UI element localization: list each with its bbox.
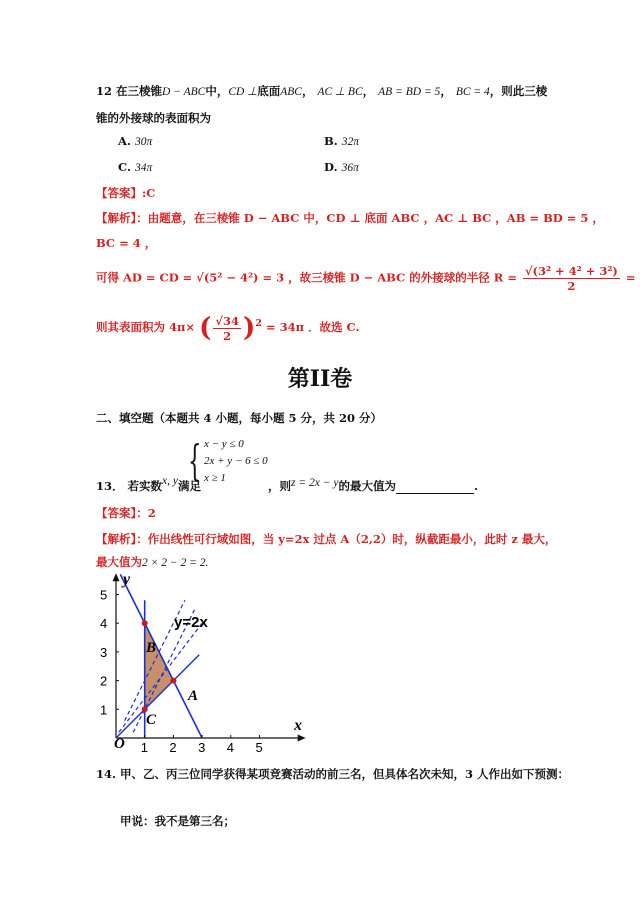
constraint-1: x − y ≤ 0 [204,438,244,450]
q13-answer: 【答案】：2 [96,506,156,520]
area-fraction: $\frac{√34}{2}$ [215,313,239,343]
q12-analysis-line3: 可得 AD = CD = √(5² − 4²) = 3 ，故三棱锥 D − ABC 的外接球的半径 R = $\frac{\text{√(3² + 4² + 3²)}}{2}$ = [96,264,636,293]
q13-constraint-system: { x − y ≤ 0 2x + y − 6 ≤ 0 x ≥ 1 [188,436,268,485]
q12-option-c: C. 34π [118,160,153,174]
q14-statement-1: 甲说：我不是第三名； [120,814,235,828]
q12-stem-line1: 12 在三棱锥D − ABC中，CD ⊥底面ABC， AC ⊥ BC， AB = BD = 5， BC = 4，则此三棱 [96,84,548,98]
fill-in-heading: 二、填空题（本题共 4 小题，每小题 5 分，共 20 分） [96,411,383,425]
q13-stem-cont: ，则z = 2x − y的最大值为 . [268,477,478,493]
q13-analysis-line2: 最大值为2 × 2 − 2 = 2. [96,555,209,569]
y-tick-label: 3 [100,644,108,660]
point-b-label: B [146,640,157,656]
q12-answer: 【答案】:C [96,186,156,200]
y-tick-label: 2 [100,673,108,689]
y-axis-arrow [113,573,120,581]
x-tick-label: 5 [255,740,263,752]
constraint-3: x ≥ 1 [204,472,226,484]
q14-stem: 14. 甲、乙、丙三位同学获得某项竞赛活动的前三名，但具体名次未知，3 人作出如下预测： [96,767,570,781]
x-tick-label: 4 [226,740,235,752]
y-tick-label [100,572,107,574]
y-axis-label: y [123,572,131,588]
y-tick-label: 4 [100,616,108,632]
feasible-region [145,623,174,709]
radius-fraction: $\frac{\text{√(3² + 4² + 3²)}}{2}$ [524,264,618,293]
x-tick-label: 1 [140,740,148,752]
q13-stem: 13． 若实数x, y满足 [96,475,201,493]
q12-analysis-line1: 【解析】：由题意，在三棱锥 D − ABC 中，CD ⊥ 底面 ABC ，AC ⊥ BC ，AB = BD = 5 ， [96,211,604,225]
q12-option-d: D. 36π [324,160,359,174]
y-tick-label: 1 [100,702,108,718]
answer-blank[interactable] [396,481,474,494]
q12-analysis-line2: BC = 4 ， [96,236,157,250]
point-c-label: C [146,712,157,728]
q12-option-b: B. 32π [324,134,360,148]
x-tick-label: 3 [198,740,206,752]
point-b-marker [142,620,148,626]
point-a-marker [170,678,176,684]
y-tick-label: 5 [100,587,108,603]
q13-analysis-line1: 【解析】：作出线性可行域如图，当 y=2x 过点 A（2,2）时，纵截距最小，此时 z 最大， [96,532,557,546]
x-axis-arrow [298,735,306,742]
q12-analysis-line4: 则其表面积为 4π× ( $\frac{√34}{2}$ )$^2$ = 34π ．故选 C. [96,313,360,343]
q12-stem-line2: 锥的外接球的表面积为 [96,111,211,125]
line-label-y-2x: y=2x [174,614,208,631]
point-a-label: A [188,688,199,704]
feasible-region-graph [96,572,326,752]
constraint-2: 2x + y − 6 ≤ 0 [204,455,268,467]
x-tick-label: 2 [169,740,177,752]
origin-label: O [114,736,125,752]
q12-option-a: A. 30π [118,134,153,148]
x-axis-label: x [294,717,302,734]
section-title: 第II卷 [287,366,353,392]
